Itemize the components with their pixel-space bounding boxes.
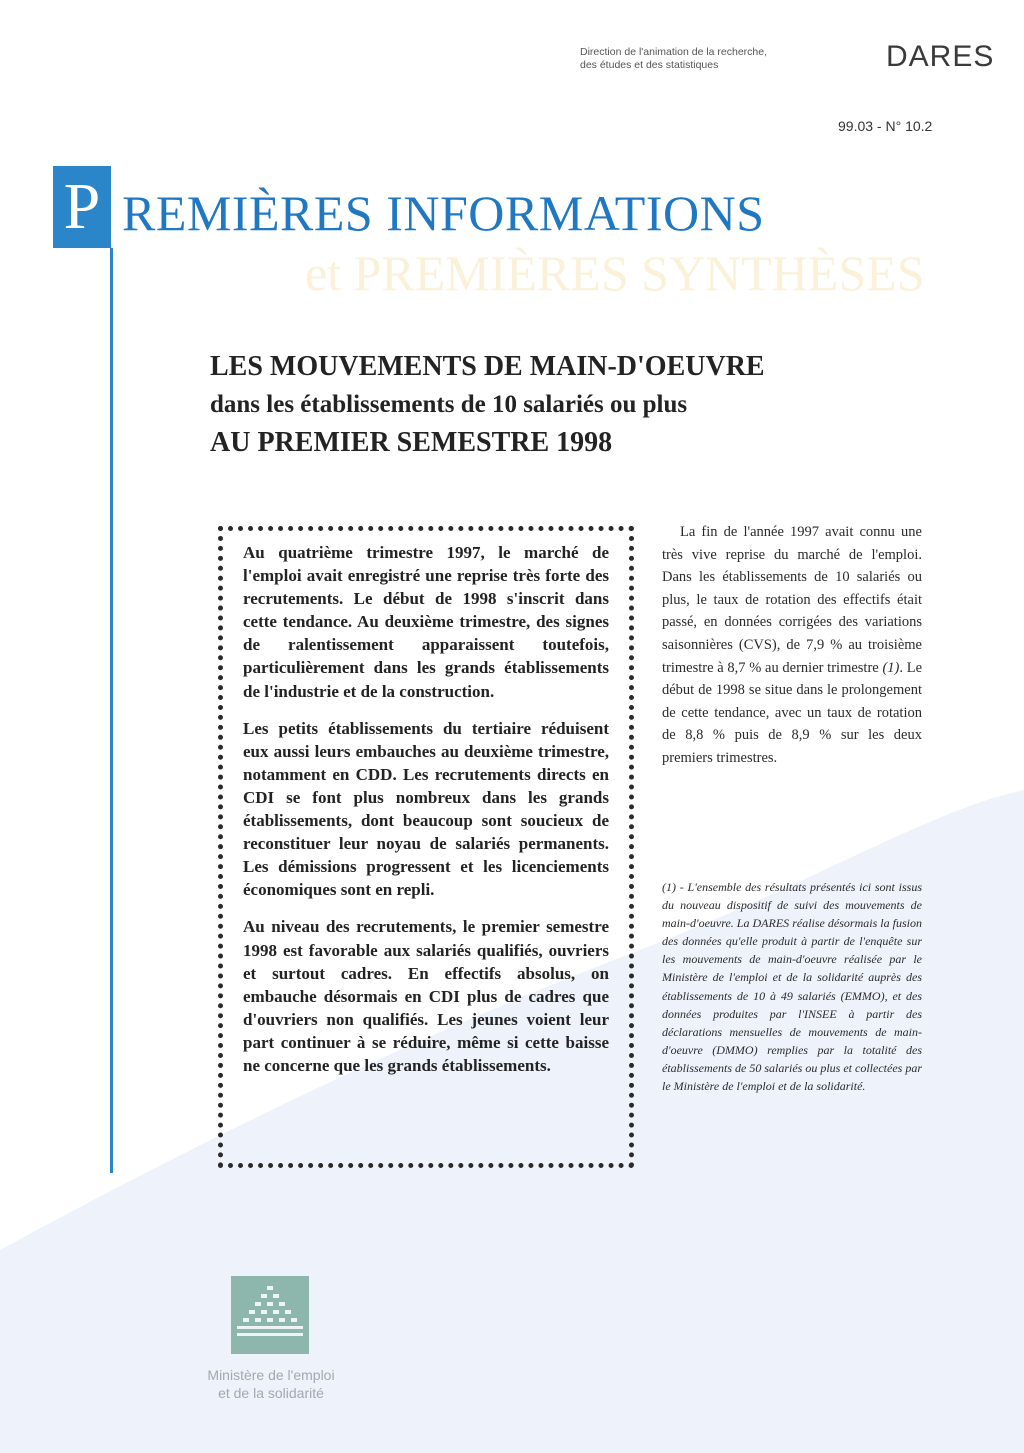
intro-column xyxy=(662,521,922,770)
summary-paragraph-1: Au quatrième trimestre 1997, le marché de l'emploi avait enregistré une reprise très forte des recrutements. Le début de 1998 s'inscrit dans cette tendance. Au deuxième trimestre, des signes de ralentissement apparaissent toutefois, particulièrement dans les grands établissements de l'industrie et de la construction. xyxy=(243,543,609,701)
ministry-name xyxy=(186,1366,356,1402)
organization-line-1: Direction de l'animation de la recherche, xyxy=(580,46,768,58)
brand-name: DARES xyxy=(886,40,995,73)
masthead-initial: P xyxy=(53,166,111,248)
issue-number: 99.03 - N° 10.2 xyxy=(838,118,933,134)
intro-paragraph xyxy=(662,521,922,770)
intro-text-end: . Le début de 1998 se situe dans le prolongement de cette tendance, avec un taux de rotation de 8,8 % puis de 8,9 % sur les deux premiers trimestres. xyxy=(662,659,923,766)
article-title xyxy=(210,348,910,462)
summary-paragraph-2: Les petits établissements du tertiaire réduisent eux aussi leurs embauches au deuxième trimestre, notamment en CDD. Les recrutements directs en CDI se font plus nombreux dans les grands établissements, dont beaucoup sont soucieux de reconstituer leur noyau de salariés permanents. Les démissions progressent et les licenciements économiques sont en repli. xyxy=(243,718,609,900)
article-title-line-1: LES MOUVEMENTS DE MAIN-D'OEUVRE xyxy=(210,351,765,382)
ministry-logo-icon xyxy=(231,1276,309,1354)
ministry-name-line-1: Ministère de l'emploi xyxy=(207,1367,335,1383)
footnote-text: (1) - L'ensemble des résultats présentés ici sont issus du nouveau dispositif de suivi des mouvements de main-d'oeuvre. La DARES réalise désormais la fusion des données qu'elle produit à partir de l'enquête sur les mouvements de main-d'oeuvre réalisée par le Ministère de l'emploi et de la solidarité auprès des établissements de 10 à 49 salariés (EMMO), et des données produites par l'INSEE à partir des déclarations mensuelles de mouvements de main-d'oeuvre (DMMO) remplies par la totalité des établissements de 50 salariés ou plus et collectées par le Ministère de l'emploi et de la solidarité. xyxy=(662,880,922,1094)
footnote xyxy=(662,878,922,1095)
intro-text-start: La fin de l'année 1997 avait connu une très vive reprise du marché de l'emploi. Dans les établissements de 10 salariés ou plus, le taux de rotation des effectifs était passé, en données corrigées des variations saisonnières (CVS), de 7,9 % au troisième trimestre à 8,7 % au dernier trimestre xyxy=(662,524,922,676)
ministry-name-line-2: et de la solidarité xyxy=(218,1385,324,1401)
article-title-line-2: dans les établissements de 10 salariés ou plus xyxy=(210,391,688,418)
masthead-title: REMIÈRES INFORMATIONS xyxy=(122,185,765,241)
masthead-subtitle: et PREMIÈRES SYNTHÈSES xyxy=(305,245,925,301)
organization-line-2: des études et des statistiques xyxy=(580,59,719,71)
organization-name xyxy=(580,46,840,72)
masthead-rule xyxy=(110,248,113,1173)
summary-paragraph-3: Au niveau des recrutements, le premier semestre 1998 est favorable aux salariés qualifiés, ouvriers et surtout cadres. En effectifs absolus, on embauche désormais en CDI plus de cadres que d'ouvriers non qualifiés. Les jeunes voient leur part continuer à se réduire, même si cette baisse ne concerne que les grands établissements. xyxy=(243,917,609,1075)
footnote-reference: (1) xyxy=(882,659,900,676)
summary-box xyxy=(243,541,609,1091)
article-title-line-3: AU PREMIER SEMESTRE 1998 xyxy=(210,427,613,458)
